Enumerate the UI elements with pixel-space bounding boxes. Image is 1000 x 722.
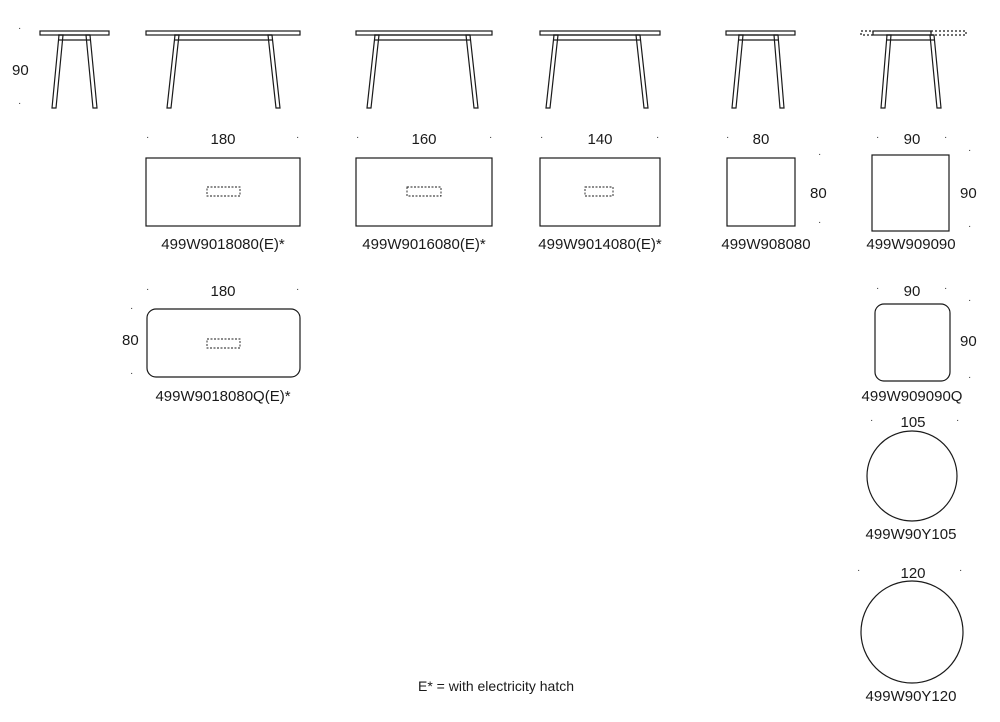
dim-tick: ·: [870, 415, 874, 426]
diameter-label-105: 105: [900, 414, 926, 431]
dim-tick: ·: [944, 132, 948, 143]
electricity-hatch-icon: [407, 187, 441, 196]
width-label-180: 180: [210, 283, 236, 300]
plan-rect-140: [540, 158, 660, 226]
dim-tick: ·: [818, 149, 822, 160]
plan-rect-160: [356, 158, 492, 226]
plan-rounded-180: [147, 309, 300, 377]
dim-tick: ·: [146, 284, 150, 295]
dim-tick: ·: [968, 295, 972, 306]
depth-label-80: 80: [810, 185, 827, 202]
product-code: 499W909090Q: [861, 388, 963, 405]
plan-rect-180: [146, 158, 300, 226]
width-label-90: 90: [903, 283, 921, 300]
plan-circle-120: [861, 581, 963, 683]
dim-tick: ·: [130, 368, 134, 379]
product-code: 499W90Y120: [865, 688, 957, 705]
depth-label-90: 90: [960, 185, 977, 202]
depth-label-90: 90: [960, 333, 977, 350]
dim-tick: ·: [857, 565, 861, 576]
plan-circle-105: [867, 431, 957, 521]
product-code: 499W909090: [866, 236, 956, 253]
dim-tick: ·: [356, 132, 360, 143]
dim-tick: ·: [876, 283, 880, 294]
footnote: E* = with electricity hatch: [417, 678, 575, 694]
dim-tick: ·: [959, 565, 963, 576]
dim-tick: ·: [726, 132, 730, 143]
dim-tick: ·: [968, 372, 972, 383]
dim-tick: ·: [146, 132, 150, 143]
plan-rounded-square-90: [875, 304, 950, 381]
diameter-label-120: 120: [900, 565, 926, 582]
depth-label-80: 80: [122, 332, 139, 349]
electricity-hatch-icon: [207, 339, 240, 348]
dim-tick: ·: [818, 217, 822, 228]
electricity-hatch-icon: [207, 187, 240, 196]
dim-tick: ·: [968, 145, 972, 156]
dim-tick: ·: [296, 132, 300, 143]
dim-tick: ·: [540, 132, 544, 143]
plan-square-80: [727, 158, 795, 226]
electricity-hatch-icon: [585, 187, 613, 196]
width-label-140: 140: [587, 131, 613, 148]
dim-tick: ·: [944, 283, 948, 294]
product-code: 499W908080: [721, 236, 811, 253]
product-code: 499W9014080(E)*: [538, 236, 662, 253]
dim-tick: ·: [876, 132, 880, 143]
width-label-180: 180: [210, 131, 236, 148]
width-label-90: 90: [903, 131, 921, 148]
product-code: 499W9016080(E)*: [362, 236, 486, 253]
dim-tick: ·: [656, 132, 660, 143]
dim-tick: ·: [956, 415, 960, 426]
height-label: 90: [12, 62, 29, 79]
product-code: 499W9018080Q(E)*: [155, 388, 291, 405]
plan-square-90: [872, 155, 949, 231]
dim-tick: ·: [489, 132, 493, 143]
dim-tick: ·: [18, 98, 22, 109]
dim-tick: ·: [968, 221, 972, 232]
dim-tick: ·: [130, 303, 134, 314]
width-label-160: 160: [411, 131, 437, 148]
dim-tick: ·: [18, 23, 22, 34]
product-code: 499W90Y105: [865, 526, 957, 543]
product-code: 499W9018080(E)*: [161, 236, 285, 253]
width-label-80: 80: [752, 131, 770, 148]
dim-tick: ·: [296, 284, 300, 295]
